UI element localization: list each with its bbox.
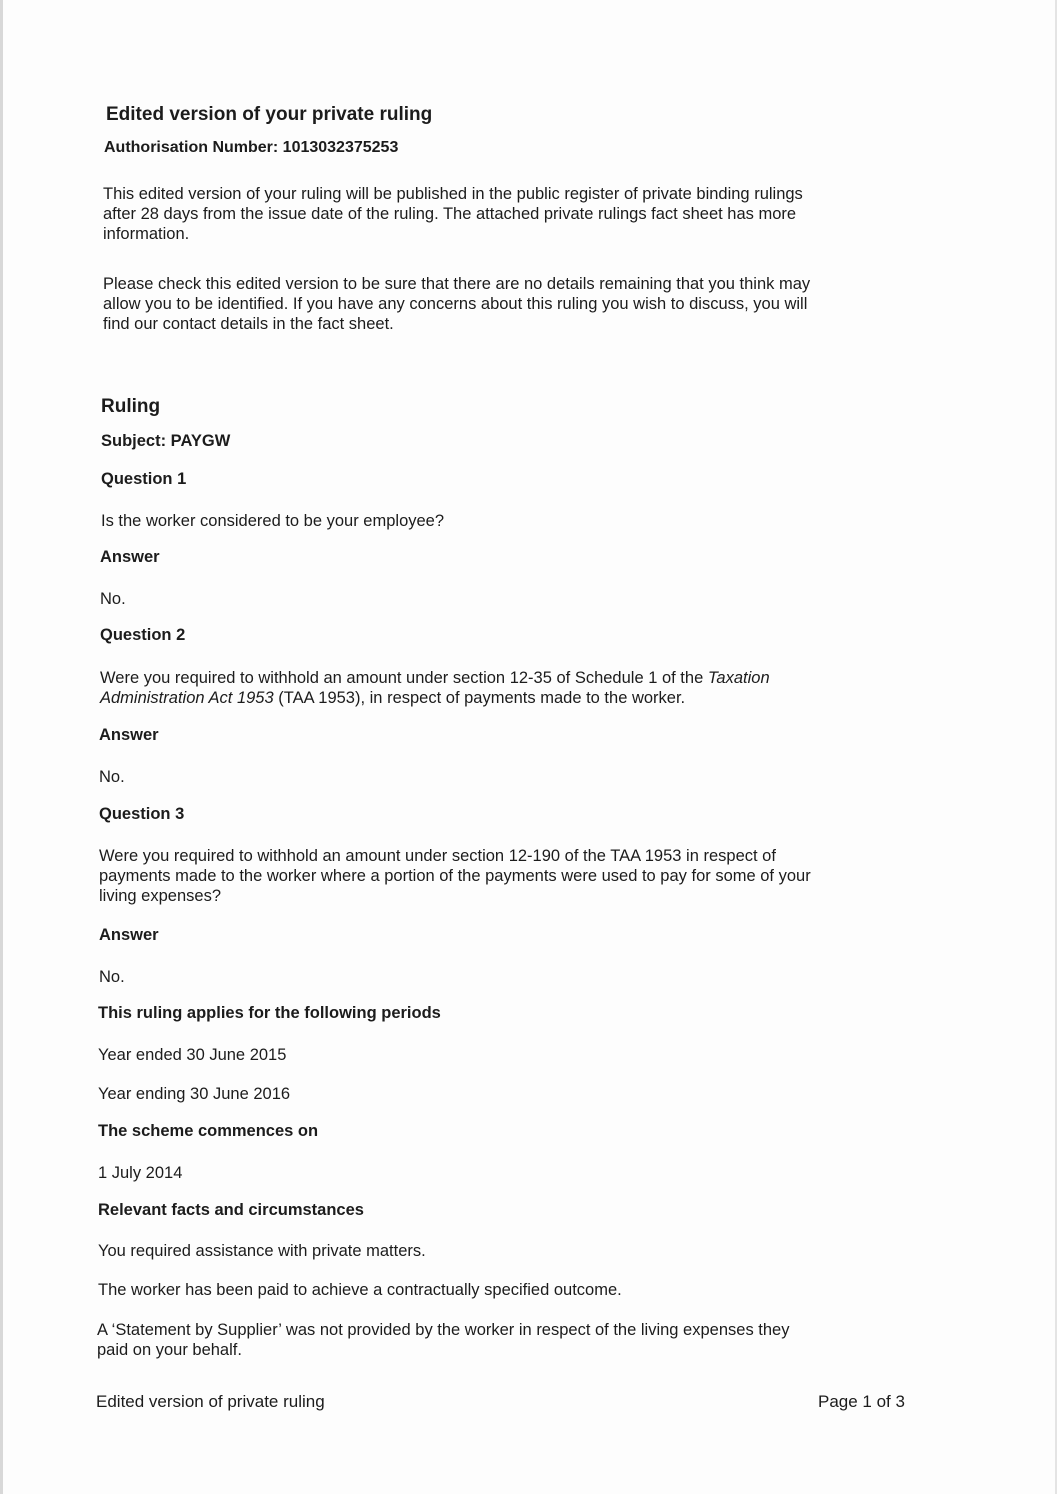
answer-3-text: No. [99, 968, 125, 986]
facts-line: A ‘Statement by Supplier’ was not provided by the worker in respect of the living expenses they [97, 1321, 790, 1339]
intro-paragraph-2 [103, 274, 810, 334]
question-3-line: Were you required to withhold an amount under section 12-190 of the TAA 1953 in respect of [99, 847, 776, 865]
answer-2-heading: Answer [99, 726, 159, 744]
intro-line: allow you to be identified. If you have any concerns about this ruling you wish to discuss, you will [103, 295, 808, 313]
intro-line: Please check this edited version to be sure that there are no details remaining that you think may [103, 275, 811, 293]
question-3-line: living expenses? [99, 887, 221, 905]
document-title: Edited version of your private ruling [106, 104, 433, 125]
intro-line: find our contact details in the fact sheet. [103, 315, 394, 333]
facts-heading: Relevant facts and circumstances [98, 1201, 364, 1219]
act-title-part-2: Administration Act 1953 [100, 689, 274, 707]
question-2-text-a: Were you required to withhold an amount under section 12-35 of Schedule 1 of the [100, 669, 708, 687]
question-2-text-b: (TAA 1953), in respect of payments made to the worker. [273, 689, 686, 707]
question-1-heading: Question 1 [101, 470, 187, 488]
act-title-part-1: Taxation [707, 669, 770, 687]
scan-left-edge [0, 0, 3, 1494]
intro-line: information. [103, 225, 190, 243]
question-1-text: Is the worker considered to be your employee? [101, 512, 445, 530]
commence-heading: The scheme commences on [98, 1122, 319, 1140]
question-2-heading: Question 2 [100, 626, 186, 644]
authorisation-number: Authorisation Number: 1013032375253 [104, 139, 399, 156]
commence-date: 1 July 2014 [98, 1164, 183, 1182]
subject-heading: Subject: PAYGW [101, 432, 231, 450]
answer-3-heading: Answer [99, 926, 159, 944]
intro-paragraph-1 [103, 184, 803, 244]
question-2-line [100, 668, 770, 688]
ruling-heading: Ruling [101, 396, 161, 417]
facts-paragraph-2: The worker has been paid to achieve a contractually specified outcome. [98, 1281, 622, 1299]
question-2-line [100, 688, 770, 708]
answer-1-heading: Answer [100, 548, 160, 566]
question-3-text [99, 846, 811, 906]
period-item: Year ended 30 June 2015 [98, 1046, 287, 1064]
footer-document-name: Edited version of private ruling [96, 1392, 325, 1411]
intro-line: This edited version of your ruling will be published in the public register of private binding rulings [103, 185, 803, 203]
answer-2-text: No. [99, 768, 125, 786]
periods-heading: This ruling applies for the following periods [98, 1004, 441, 1022]
question-3-heading: Question 3 [99, 805, 185, 823]
facts-paragraph-3 [97, 1320, 789, 1360]
answer-1-text: No. [100, 590, 126, 608]
intro-line: after 28 days from the issue date of the ruling. The attached private rulings fact sheet has more [103, 205, 797, 223]
question-2-text [100, 668, 770, 708]
footer-page-number: Page 1 of 3 [818, 1392, 905, 1411]
period-item: Year ending 30 June 2016 [98, 1085, 291, 1103]
facts-paragraph-1: You required assistance with private matters. [98, 1242, 426, 1260]
question-3-line: payments made to the worker where a portion of the payments were used to pay for some of your [99, 867, 811, 885]
facts-line: paid on your behalf. [97, 1341, 242, 1359]
